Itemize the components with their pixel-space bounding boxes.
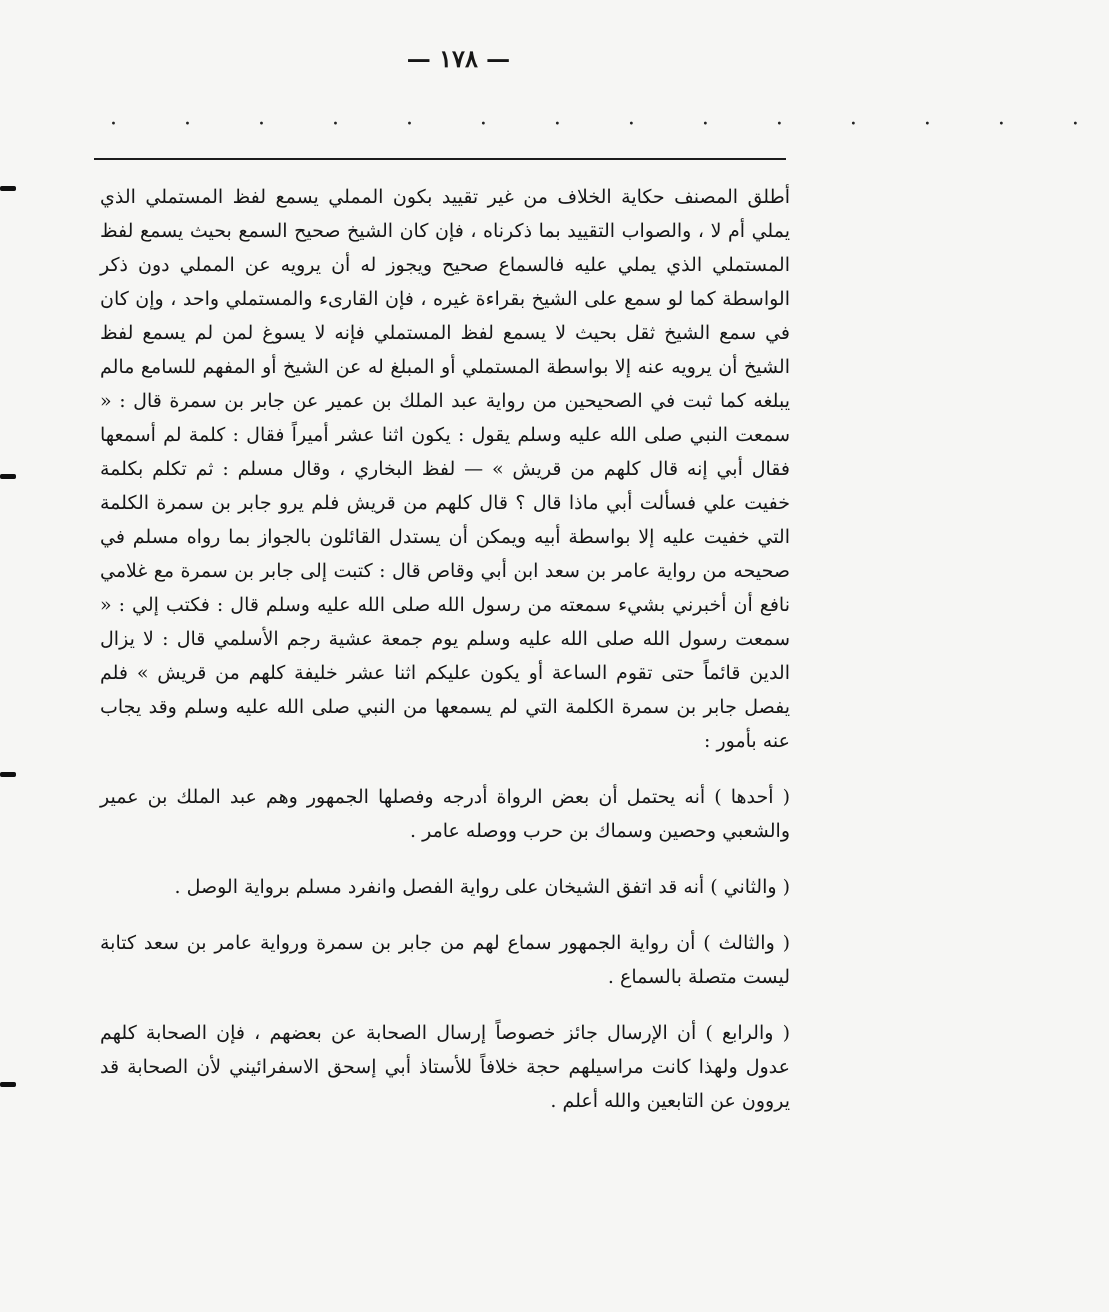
margin-mark <box>0 186 16 191</box>
decorative-dots: · · · · · · · · · · · · · · <box>110 112 1109 137</box>
margin-mark <box>0 1082 16 1087</box>
paragraph-second-answer: ( والثاني ) أنه قد اتفق الشيخان على رواية الفصل وانفرد مسلم برواية الوصل . <box>174 876 790 898</box>
main-text <box>100 180 790 1118</box>
page-number: — ١٧٨ — <box>406 44 511 73</box>
paragraph-fourth-answer: ( والرابع ) أن الإرسال جائز خصوصاً إرسال الصحابة عن بعضهم ، فإن الصحابة كلهم عدول ولهذا كانت مراسيلهم حجة خلافاً للأستاذ أبي إسحق الاسفرائيني لأن الصحابة قد يروون عن التابعين والله أعلم . <box>100 1022 790 1112</box>
margin-mark <box>0 474 16 479</box>
paragraph-first-answer: ( أحدها ) أنه يحتمل أن بعض الرواة أدرجه وفصلها الجمهور وهم عبد الملك بن عمير والشعبي وحصين وسماك بن حرب ووصله عامر . <box>100 786 790 842</box>
margin-mark <box>0 772 16 777</box>
header-rule <box>94 158 786 160</box>
paragraph-third-answer: ( والثالث ) أن رواية الجمهور سماع لهم من جابر بن سمرة ورواية عامر بن سعد كتابة ليست متصلة بالسماع . <box>100 932 790 988</box>
paragraph-main: أطلق المصنف حكاية الخلاف من غير تقييد بكون المملي يسمع لفظ المستملي الذي يملي أم لا ، والصواب التقييد بما ذكرناه ، فإن كان الشيخ صحيح السمع بحيث يسمع لفظ المستملي الذي يملي عليه فالسماع صحيح ويجوز له أن يرويه عن المملي دون ذكر الواسطة كما لو سمع على الشيخ بقراءة غيره ، فإن القارىء والمستملي واحد ، وإن كان في سمع الشيخ ثقل بحيث لا يسمع لفظ المستملي فإنه لا يسوغ لمن لم يسمع لفظ الشيخ أن يرويه عنه إلا بواسطة المستملي أو المبلغ له عن الشيخ أو المفهم للسامع مالم يبلغه كما ثبت في الصحيحين من رواية عبد الملك بن عمير عن جابر بن سمرة قال : « سمعت النبي صلى الله عليه وسلم يقول : يكون اثنا عشر أميراً فقال : كلمة لم أسمعها فقال أبي إنه قال كلهم من قريش » — لفظ البخاري ، وقال مسلم : ثم تكلم بكلمة خفيت علي فسألت أبي ماذا قال ؟ قال كلهم من قريش فلم يرو جابر بن سمرة الكلمة التي خفيت عليه إلا بواسطة أبيه ويمكن أن يستدل القائلون بالجواز بما رواه مسلم في صحيحه من رواية عامر بن سعد ابن أبي وقاص قال : كتبت إلى جابر بن سمرة مع غلامي نافع أن أخبرني بشيء سمعته من رسول الله صلى الله عليه وسلم قال : فكتب إلي : « سمعت رسول الله صلى الله عليه وسلم يوم جمعة عشية رجم الأسلمي قال : لا يزال الدين قائماً حتى تقوم الساعة أو يكون عليكم اثنا عشر خليفة كلهم من قريش » فلم يفصل جابر بن سمرة الكلمة التي لم يسمعها من النبي صلى الله عليه وسلم وقد يجاب عنه بأمور : <box>100 186 790 752</box>
